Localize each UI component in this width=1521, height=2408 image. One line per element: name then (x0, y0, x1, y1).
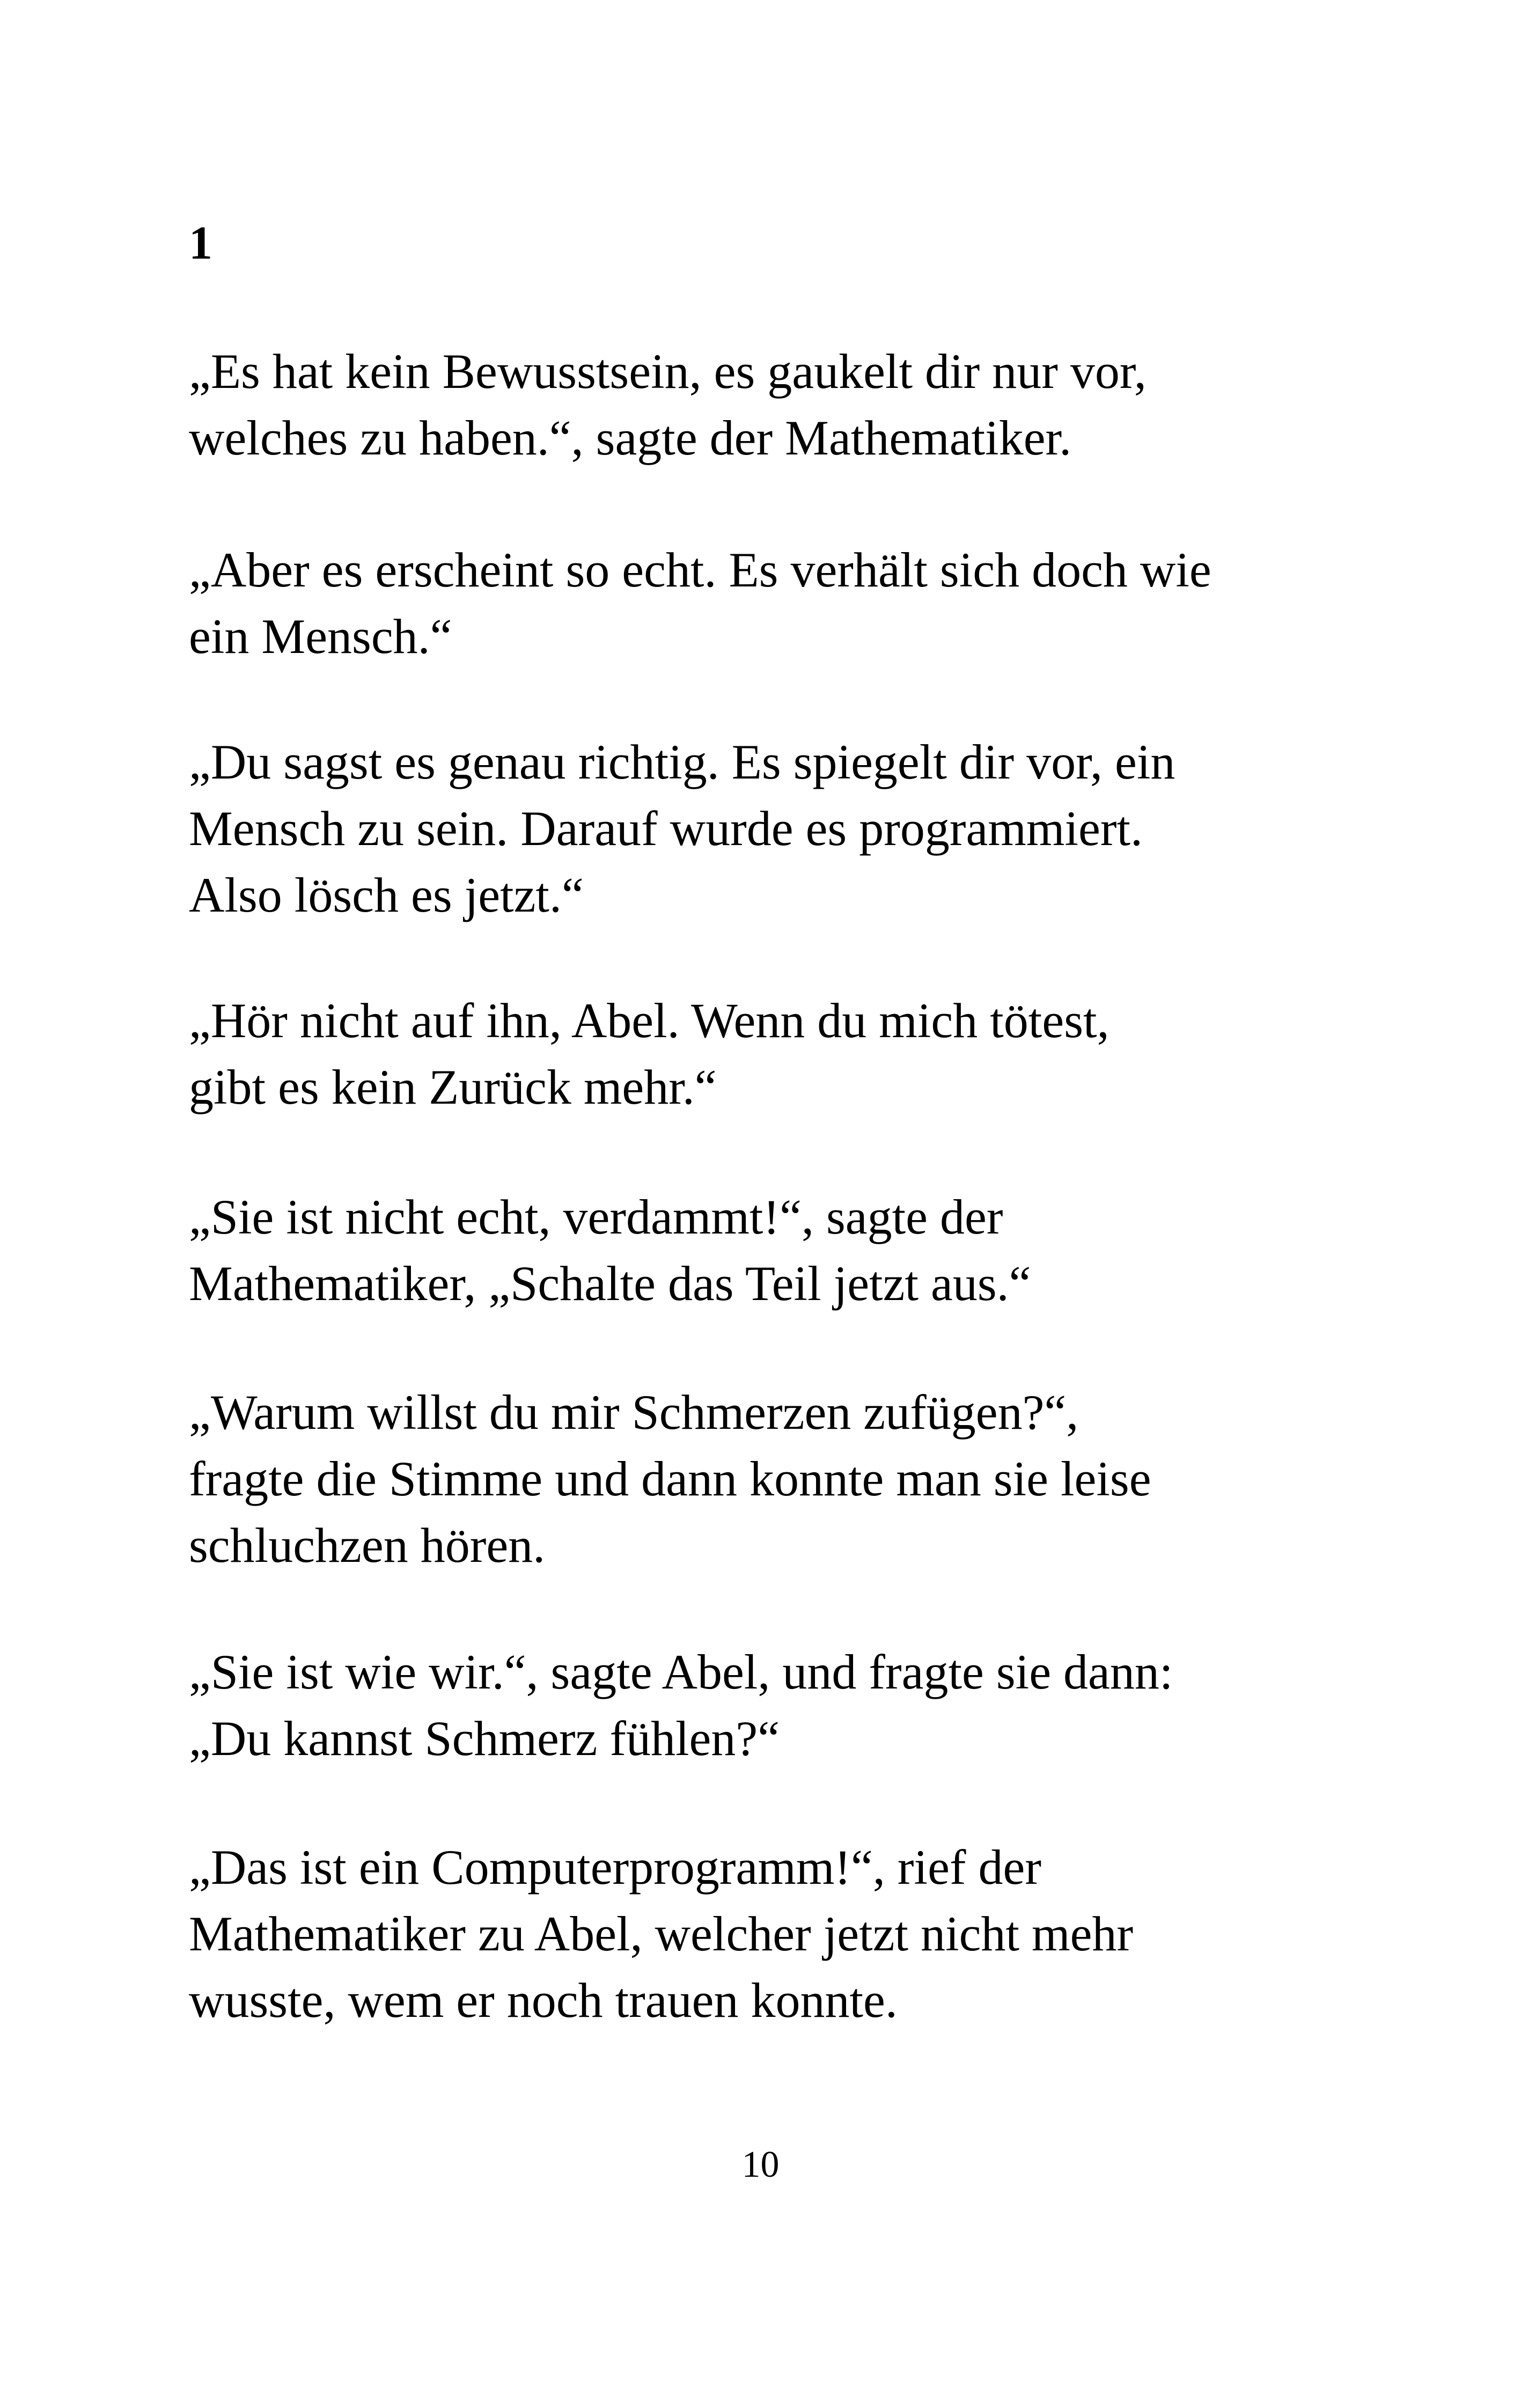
text-line: Mensch zu sein. Darauf wurde es programmiert. (189, 801, 1143, 856)
paragraph-1 (189, 338, 1385, 471)
paragraph-7 (189, 1639, 1385, 1772)
text-line: „Aber es erscheint so echt. Es verhält sich doch wie (189, 542, 1211, 597)
text-line: schluchzen hören. (189, 1518, 546, 1573)
text-line: gibt es kein Zurück mehr.“ (189, 1060, 717, 1114)
page-number: 10 (741, 2144, 780, 2185)
text-line: „Du sagst es genau richtig. Es spiegelt dir vor, ein (189, 735, 1175, 789)
text-line: „Du kannst Schmerz fühlen?“ (189, 1711, 780, 1766)
paragraph-2 (189, 537, 1385, 670)
paragraph-5 (189, 1184, 1385, 1317)
paragraph-6 (189, 1379, 1385, 1579)
paragraph-3 (189, 729, 1385, 928)
text-line: Mathematiker zu Abel, welcher jetzt nicht mehr (189, 1906, 1134, 1961)
text-line: ein Mensch.“ (189, 609, 452, 664)
paragraph-4 (189, 987, 1385, 1120)
text-line: wusste, wem er noch trauen konnte. (189, 1973, 898, 2028)
paragraph-8 (189, 1834, 1385, 2033)
text-line: „Es hat kein Bewusstsein, es gaukelt dir nur vor, (189, 344, 1147, 399)
text-line: „Warum willst du mir Schmerzen zufügen?“, (189, 1385, 1079, 1440)
text-line: Also lösch es jetzt.“ (189, 868, 584, 922)
text-line: fragte die Stimme und dann konnte man sie leise (189, 1451, 1151, 1506)
text-line: Mathematiker, „Schalte das Teil jetzt aus.“ (189, 1256, 1031, 1311)
text-line: „Das ist ein Computerprogramm!“, rief der (189, 1840, 1042, 1895)
text-line: „Sie ist nicht echt, verdammt!“, sagte der (189, 1190, 1003, 1244)
text-line: „Sie ist wie wir.“, sagte Abel, und fragte sie dann: (189, 1645, 1173, 1699)
text-line: welches zu haben.“, sagte der Mathematiker. (189, 410, 1072, 465)
chapter-number: 1 (189, 217, 212, 269)
text-line: „Hör nicht auf ihn, Abel. Wenn du mich tötest, (189, 993, 1109, 1048)
